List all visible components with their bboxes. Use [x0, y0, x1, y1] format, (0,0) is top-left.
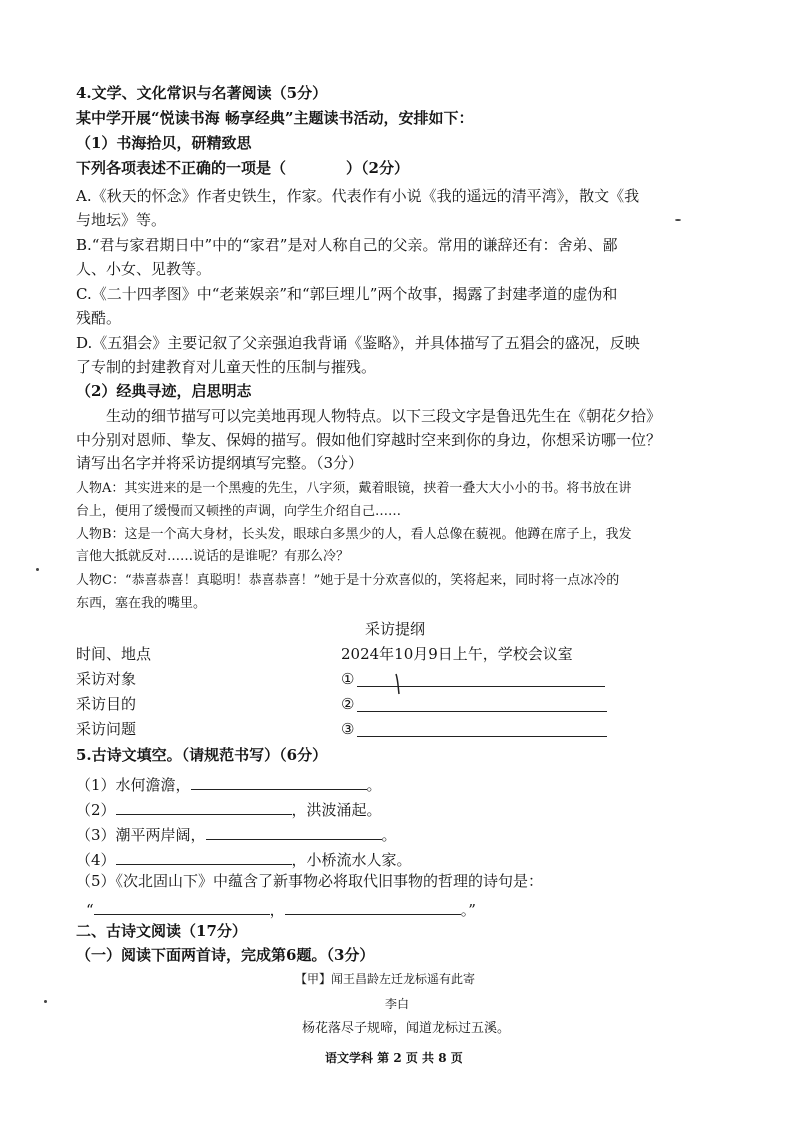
part-2-title: （2）经典寻迹，启思明志 — [76, 382, 252, 400]
poem-fill-3-prefix: （3）潮平两岸阔， — [76, 826, 206, 844]
scan-speck — [675, 219, 681, 221]
outline-title: 采访提纲 — [365, 620, 426, 638]
activity-intro: 某中学开展“悦读书海 畅享经典”主题读书活动，安排如下： — [76, 109, 474, 127]
scan-speck — [44, 1000, 47, 1003]
option-b-line-2: 人、小女、见教等。 — [76, 260, 212, 278]
poem-fill-4-blank[interactable] — [116, 849, 292, 865]
poem-fill-3 — [76, 824, 397, 843]
page-footer: 语文学科 第 2 页 共 8 页 — [325, 1051, 463, 1065]
outline-marker-2: ② — [341, 695, 355, 713]
poem-author: 李白 — [385, 997, 410, 1011]
poem-line: 杨花落尽子规啼，闻道龙标过五溪。 — [302, 1021, 511, 1036]
option-d-line-2: 了专制的封建教育对儿童天性的压制与摧残。 — [76, 358, 377, 376]
poem-fill-5-blank-2[interactable] — [285, 899, 461, 915]
poem-title: 【甲】闻王昌龄左迁龙标遥有此寄 — [295, 972, 476, 986]
poem-fill-2 — [76, 799, 382, 818]
purpose-answer-line[interactable] — [357, 711, 607, 712]
poem-fill-4-prefix: （4） — [76, 851, 116, 869]
part-1-title: （1）书海拾贝，研精致思 — [76, 134, 252, 152]
option-c-line-2: 残酷。 — [76, 309, 122, 327]
poem-fill-1-suffix: 。 — [366, 776, 382, 794]
poem-fill-5-blank-1[interactable] — [94, 899, 270, 915]
poem-fill-1 — [76, 774, 382, 793]
option-b-line-1: B.“君与家君期日中”中的“家君”是对人称自己的父亲。常用的谦辞还有：舍弟、鄙 — [76, 236, 618, 254]
part-2-text-line-3: 请写出名字并将采访提纲填写完整。（3分） — [76, 454, 364, 472]
poem-fill-1-blank[interactable] — [191, 774, 367, 790]
person-a-line-1: 人物A：其实进来的是一个黑瘦的先生，八字须，戴着眼镜，挟着一叠大大小小的书。将书放在讲 — [76, 481, 632, 496]
close-quote: 。” — [460, 901, 476, 919]
person-a-line-2: 台上，便用了缓慢而又顿挫的声调，向学生介绍自己…… — [76, 504, 402, 519]
outline-label-purpose: 采访目的 — [76, 695, 137, 713]
poem-fill-5-answer — [86, 899, 476, 918]
poem-fill-2-prefix: （2） — [76, 801, 116, 819]
section-2-title: 二、古诗文阅读（17分） — [76, 922, 247, 940]
person-c-line-2: 东西，塞在我的嘴里。 — [76, 596, 207, 611]
question-5-title: 5.古诗文填空。（请规范书写）（6分） — [76, 746, 328, 764]
option-a-line-1: A.《秋天的怀念》作者史铁生，作家。代表作有小说《我的遥远的清平湾》，散文《我 — [76, 187, 640, 205]
question-4-title: 4.文学、文化常识与名著阅读（5分） — [76, 84, 328, 102]
outline-marker-1: ① — [341, 670, 355, 688]
poem-fill-2-blank[interactable] — [116, 799, 292, 815]
part-2-text-line-2: 中分别对恩师、挚友、保姆的描写。假如他们穿越时空来到你的身边，你想采访哪一位？ — [76, 431, 662, 449]
comma: ， — [269, 901, 285, 919]
person-c-line-1: 人物C：“恭喜恭喜！真聪明！恭喜恭喜！”她于是十分欢喜似的，笑将起来，同时将一点冰冷的 — [76, 573, 620, 588]
outline-label-time-place: 时间、地点 — [76, 645, 152, 663]
poem-fill-4 — [76, 849, 412, 868]
option-a-line-2: 与地坛》等。 — [76, 211, 167, 229]
person-b-line-1: 人物B：这是一个高大身材，长头发，眼球白多黑少的人，看人总像在藐视。他蹲在席子上，我发 — [76, 527, 632, 542]
scan-speck — [36, 568, 39, 571]
option-d-line-1: D.《五猖会》主要记叙了父亲强迫我背诵《鉴略》，并具体描写了五猖会的盛况，反映 — [76, 334, 640, 352]
poem-fill-5-question: （5）《次北固山下》中蕴含了新事物必将取代旧事物的哲理的诗句是： — [76, 872, 544, 890]
outline-label-interviewee: 采访对象 — [76, 670, 137, 688]
poem-fill-3-suffix: 。 — [381, 826, 397, 844]
part-2-text-line-1: 生动的细节描写可以完美地再现人物特点。以下三段文字是鲁迅先生在《朝花夕拾》 — [106, 407, 662, 425]
person-b-line-2: 言他大抵就反对……说话的是谁呢？有那么冷？ — [76, 549, 350, 564]
outline-marker-3: ③ — [341, 720, 355, 738]
open-quote: “ — [86, 901, 94, 919]
section-2-sub-title: （一）阅读下面两首诗，完成第6题。（3分） — [76, 946, 375, 964]
outline-value-time-place: 2024年10月9日上午，学校会议室 — [341, 645, 573, 663]
poem-fill-3-blank[interactable] — [206, 824, 382, 840]
outline-label-questions: 采访问题 — [76, 720, 137, 738]
option-c-line-1: C.《二十四孝图》中“老莱娱亲”和“郭巨埋儿”两个故事，揭露了封建孝道的虚伪和 — [76, 285, 618, 303]
poem-fill-4-suffix: ，小桥流水人家。 — [291, 851, 412, 869]
handwritten-pen-mark — [390, 672, 404, 698]
questions-answer-line[interactable] — [357, 736, 607, 737]
question-stem: 下列各项表述不正确的一项是（ ）（2分） — [76, 159, 409, 177]
poem-fill-1-prefix: （1）水何澹澹， — [76, 776, 191, 794]
poem-fill-2-suffix: ，洪波涌起。 — [291, 801, 382, 819]
